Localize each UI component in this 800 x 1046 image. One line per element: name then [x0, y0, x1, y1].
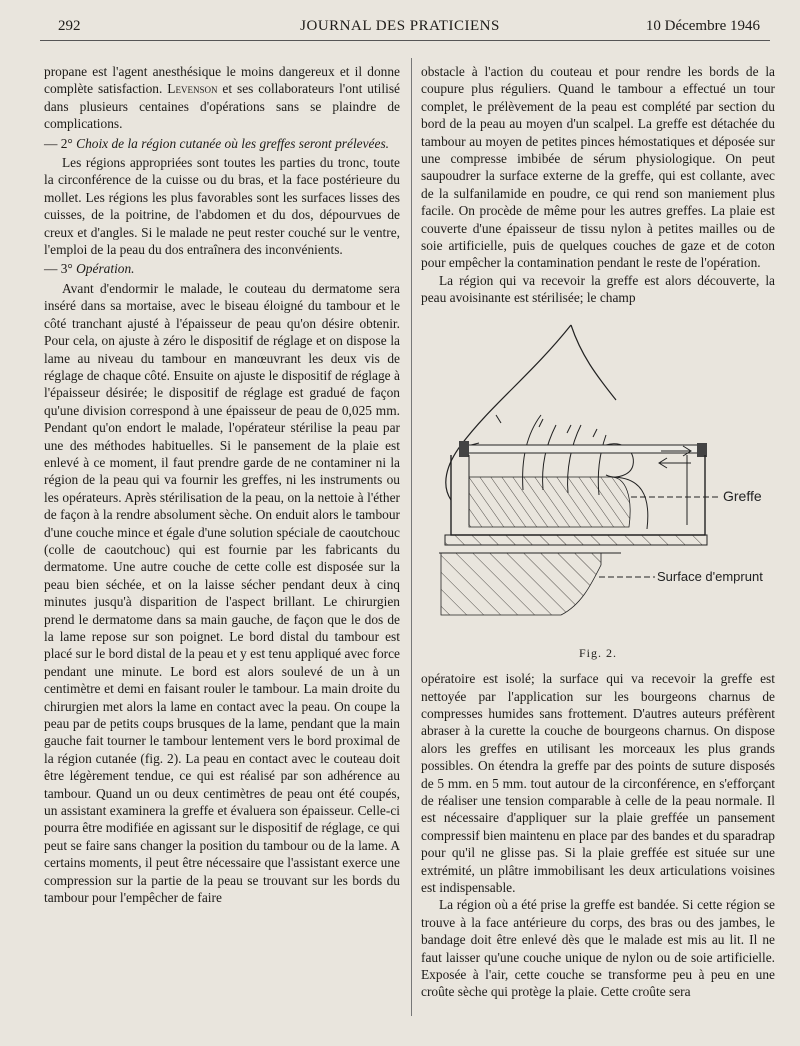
hand-outline — [446, 325, 571, 500]
paragraph: obstacle à l'action du couteau et pour rendre les bords de la coupure plus réguliers. Quand le tambour a effectué un tour complet, le prélèvement de la peau est complété par section du bord de la peau au moyen d'un scalpel. La greffe est détachée du tambour au moyen de petites pinces hémostatiques et déposée sur une compresse imbibée de sérum physiologique. On peut saupoudrer la surface externe de la greffe, qui est collante, avec de la sulfanilamide en poudre, ce qui rend son maniement plus facile. On procède de même pour les autres greffes. La plaie est couverte d'une épaisseur de tissu nylon à petites mailles ou de soie artificielle, puis de quelques couches de gaze et de coton pour empêcher la contamination pendant le reste de l'opération. — [421, 64, 775, 271]
label-graft: Greffe — [723, 487, 762, 504]
paragraph: Avant d'endormir le malade, le couteau du dermatome sera inséré dans sa mortaise, avec le biseau éloigné du tambour et le côté tranchant ajusté à l'épaisseur de peau qu'on désire obtenir. Pour cela, on ajuste à zéro le dispositif de réglage et on dispose la lame au niveau du tambour en manœuvrant les deux vis de réglage de chaque côté. Ensuite on ajuste le dispositif de réglage à l'épaisseur désirée; le dispositif de réglage est gradué de façon qu'une division correspond à une épaisseur de peau de 0,025 mm. Pendant qu'on endort le malade, l'opérateur stérilise la peau par une des méthodes habituelles. Si le pansement de la plaie est enlevé à ce moment, il faut prendre garde de ne contaminer ni la région de la peau qui va fournir les greffes, ni les instruments ou les opérateurs. Après stérilisation de la peau, on la nettoie à l'éther de façon à la rendre absolument sèche. On enduit alors le tambour d'une couche mince et égale d'une solution spéciale de caoutchouc (colle de caoutchouc) qui est fournie par les fabricants du dermatome. Une autre couche de cette colle est disposée sur la peau bien séchée, et on la laisse sécher pendant deux à cinq minutes jusqu'à disparition de l'aspect brillant. Le chirurgien prend le dermatome dans sa main gauche, de façon que le dos de la lame repose sur son poignet. Le bord distal du tambour est placé sur le bord distal de la peau et y est tenu appliqué avec force pendant une minute. Le bord est alors soulevé de un à un centimètre et demi en faisant rouler le tambour. La main droite du chirurgien met alors la lame en contact avec la peau. On coupe la peau par de petits coups brusques de la lame, pendant que la main gauche fait tourner le tambour lentement vers le bord proximal de la région cutanée (fig. 2). La peau en contact avec le couteau doit être légèrement tendue, ce qui est réalisé par son adhérence au tambour. Quand un ou deux centimètres de peau ont été coupés, un assistant examinera la greffe et évaluera son épaisseur. Celle-ci pourra être modifiée en agissant sur le dispositif de réglage, ce qui peut se faire sans changer la position du tambour ou de la lame. A certains moments, il peut être nécessaire que l'assistant exerce une compression sur la partie de la peau se trouvant sur les bords du tambour pour l'empêcher de faire — [44, 280, 400, 906]
section-heading: — 2° Choix de la région cutanée où les greffes seront prélevées. — [44, 135, 390, 151]
column-divider — [411, 58, 412, 1016]
graft-area — [469, 477, 630, 527]
header-rule — [40, 40, 770, 41]
paragraph: opératoire est isolé; la surface qui va recevoir la greffe est nettoyée par l'application sur les bourgeons charnus de compresses humides sans frottement. D'autres auteurs préfèrent abraser à la curette la couche de bourgeons charnus. On dispose alors les greffes en utilisant les morceaux les plus grands possibles. On étendra la greffe par des points de suture disposés de 5 mm. en 5 mm. tout autour de la circonférence, en s'efforçant de réaliser une tension comparable à celle de la peau normale. Il est nécessaire d'appliquer sur la plaie greffée un pansement compressif bien maintenu en place par des bandes et du sparadrap pour qu'il ne glisse pas. Si la plaie greffée est située sur une extrémité, un plâtre immobilisant les deux articulations voisines est indispensable. — [421, 671, 775, 895]
blade — [445, 535, 707, 545]
paragraph: La région qui va recevoir la greffe est alors découverte, la peau avoisinante est stérilisée; le champ — [421, 272, 775, 306]
section-heading: — 3° Opération. — [44, 261, 135, 277]
dermatome-bar — [465, 445, 705, 453]
figure-dermatome — [421, 315, 775, 641]
page-header — [0, 14, 800, 40]
label-donor-surface: Surface d'emprunt — [657, 568, 763, 584]
figure-caption: Fig. 2. — [578, 645, 617, 660]
journal-title: JOURNAL DES PRATICIENS — [300, 18, 500, 34]
page-number: 292 — [58, 18, 81, 34]
donor-surface — [441, 553, 601, 615]
author-name: Levenson — [167, 81, 218, 97]
dermatome-illustration — [421, 315, 775, 641]
paragraph: La région où a été prise la greffe est bandée. Si cette région se trouve à la face antérieure du corps, des bras ou des jambes, le bandage doit être enlevé dès que le malade est mis au lit. Il ne faut laisser qu'une couche unique de nylon ou de soie artificielle. Exposée à l'air, cette couche se transforme peu à peu en une croûte sèche qui protège la plaie. Cette croûte sera — [421, 897, 775, 1000]
left-column — [44, 63, 400, 907]
issue-date: 10 Décembre 1946 — [645, 18, 760, 34]
right-column — [421, 63, 775, 1001]
paragraph: propane est l'agent anesthésique le moins dangereux et il donne complète satisfaction. Levenson et ses collaborateurs l'ont utilisé dans plusieurs centaines d'opérations sans se plaindre de complications. — [44, 64, 400, 132]
hand-outline — [571, 325, 616, 400]
paragraph: Les régions appropriées sont toutes les parties du tronc, toute la circonférence de la cuisse ou du bras, et la face postérieure du mollet. Les régions les plus favorables sont les surfaces lisses des cuisses, de la poitrine, de l'abdomen et du dos, dépourvues de creux et d'angles. Si le malade ne peut rester couché sur le ventre, l'emploi de la peau du dos entraînera des inconvénients. — [44, 155, 400, 258]
